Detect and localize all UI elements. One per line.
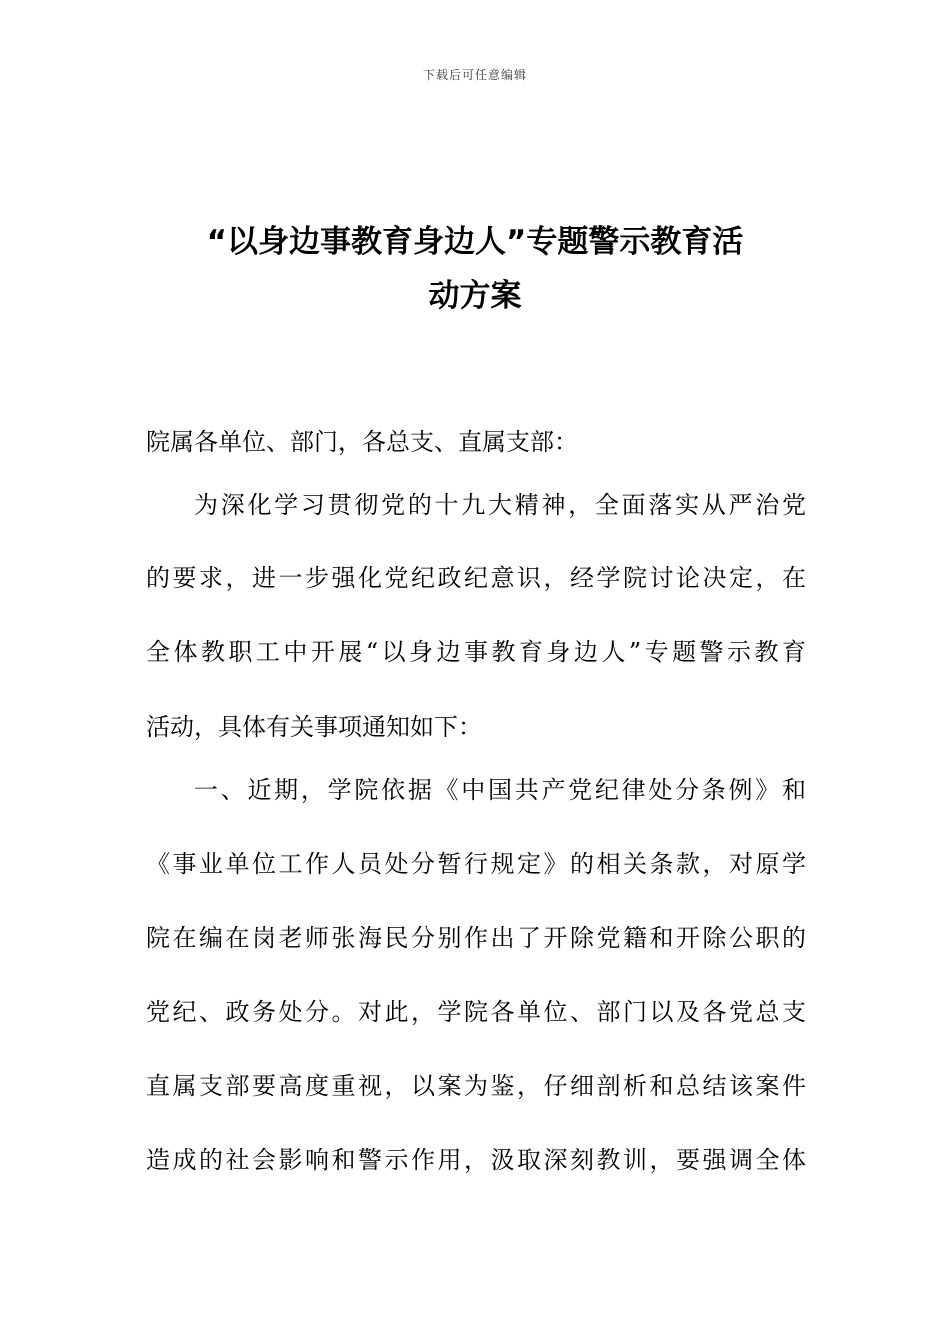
salutation: 院属各单位、部门，各总支、直属支部： (146, 428, 578, 456)
paragraph-2-line: 《事业单位工作人员处分暂行规定》的相关条款，对原学 (146, 850, 806, 878)
paragraph-2-line: 院在编在岗老师张海民分别作出了开除党籍和开除公职的 (146, 924, 806, 952)
paragraph-2-line: 造成的社会影响和警示作用，汲取深刻教训，要强调全体 (146, 1146, 806, 1174)
paragraph-1-line: 活动，具体有关事项通知如下： (146, 713, 482, 741)
paragraph-2-line: 党纪、政务处分。对此，学院各单位、部门以及各党总支 (146, 998, 806, 1026)
document-title (148, 215, 802, 323)
paragraph-1-line: 为深化学习贯彻党的十九大精神，全面落实从严治党 (194, 491, 806, 519)
title-line-2: 动方案 (428, 278, 522, 314)
title-line-1: “以身边事教育身边人”专题警示教育活 (206, 224, 744, 260)
paragraph-1-line: 的要求，进一步强化党纪政纪意识，经学院讨论决定，在 (146, 564, 806, 592)
paragraph-2-line: 直属支部要高度重视，以案为鉴，仔细剖析和总结该案件 (146, 1072, 806, 1100)
paragraph-1-line: 全体教职工中开展“以身边事教育身边人”专题警示教育 (146, 638, 806, 666)
header-note: 下载后可任意编辑 (422, 68, 527, 82)
paragraph-2-line: 一、近期，学院依据《中国共产党纪律处分条例》和 (194, 776, 806, 804)
